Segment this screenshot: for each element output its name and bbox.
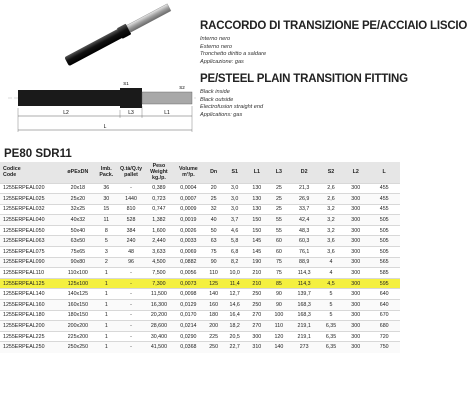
table-cell: 30 [95, 194, 118, 205]
table-cell: 300 [343, 342, 368, 353]
table-cell: 1 [95, 321, 118, 332]
table-cell: 0,723 [144, 194, 173, 205]
table-cell: 5 [319, 289, 343, 300]
table-cell: - [118, 321, 144, 332]
product-code-cell: 1255ERPEAL040 [0, 215, 61, 226]
table-cell: 8,2 [224, 257, 245, 268]
table-cell: 32 [203, 204, 224, 215]
table-cell: 300 [343, 278, 368, 289]
table-cell: 300 [343, 268, 368, 279]
column-header [61, 162, 95, 183]
table-cell: 50x40 [61, 225, 95, 236]
table-cell: 5 [319, 310, 343, 321]
table-cell: 300 [343, 204, 368, 215]
table-cell: 110x100 [61, 268, 95, 279]
table-cell: 60 [268, 247, 289, 258]
table-row [0, 236, 400, 247]
column-header [118, 162, 144, 183]
table-cell: 4 [319, 268, 343, 279]
table-cell: 2,440 [144, 236, 173, 247]
table-cell: 3,0 [224, 194, 245, 205]
table-cell: 160 [203, 300, 224, 311]
table-row [0, 225, 400, 236]
desc-line: Black inside [200, 89, 230, 95]
desc-line: Applicazione: gas [200, 58, 244, 65]
table-cell: 11 [95, 215, 118, 226]
table-cell: 48 [118, 247, 144, 258]
table-cell: 1 [95, 278, 118, 289]
table-cell: 0,0019 [174, 215, 203, 226]
table-cell: 0,0290 [174, 331, 203, 342]
table-cell: 63x50 [61, 236, 95, 247]
table-cell: 0,389 [144, 183, 173, 194]
table-cell: 88,9 [289, 257, 318, 268]
table-header-row [0, 162, 400, 183]
column-header-line: Pack. [99, 172, 114, 179]
table-cell: 20 [203, 183, 224, 194]
table-cell: - [118, 289, 144, 300]
table-cell: 140x125 [61, 289, 95, 300]
table-cell: 55 [268, 215, 289, 226]
table-cell: 0,0056 [174, 268, 203, 279]
table-cell: 120 [268, 331, 289, 342]
table-cell: 0,0009 [174, 204, 203, 215]
table-cell: 6,35 [319, 331, 343, 342]
table-cell: 7,300 [144, 278, 173, 289]
column-header [224, 162, 245, 183]
table-cell: 1,600 [144, 225, 173, 236]
table-cell: 16,300 [144, 300, 173, 311]
table-cell: 300 [343, 194, 368, 205]
table-cell: 11,500 [144, 289, 173, 300]
table-cell: 60,3 [289, 236, 318, 247]
table-cell: 300 [343, 247, 368, 258]
table-cell: 8 [95, 225, 118, 236]
table-cell: 300 [343, 236, 368, 247]
column-header-line: Codice [3, 166, 21, 173]
table-cell: 160x150 [61, 300, 95, 311]
table-cell: - [118, 300, 144, 311]
table-cell: 96 [118, 257, 144, 268]
table-cell: 200x200 [61, 321, 95, 332]
table-cell: 1 [95, 268, 118, 279]
table-cell: 750 [368, 342, 400, 353]
table-row [0, 331, 400, 342]
table-cell: 300 [245, 331, 268, 342]
desc-line: Black outside [200, 96, 234, 103]
table-cell: 505 [368, 215, 400, 226]
table-cell: 125 [203, 278, 224, 289]
table-row [0, 321, 400, 332]
table-cell: 200 [203, 321, 224, 332]
table-cell: 130 [245, 183, 268, 194]
product-code-cell: 1255ERPEAL250 [0, 342, 61, 353]
table-cell: 28,600 [144, 321, 173, 332]
technical-drawing [4, 68, 200, 146]
table-cell: 310 [245, 342, 268, 353]
table-cell: 300 [343, 289, 368, 300]
table-cell: 90 [268, 289, 289, 300]
column-header [343, 162, 368, 183]
column-header-line: Volume [179, 166, 198, 173]
table-cell: 114,3 [289, 268, 318, 279]
table-cell: 0,0129 [174, 300, 203, 311]
product-code-cell: 1255ERPEAL225 [0, 331, 61, 342]
table-row [0, 310, 400, 321]
table-row [0, 268, 400, 279]
table-cell: 90x80 [61, 257, 95, 268]
table-cell: 5 [319, 300, 343, 311]
table-cell: 0,0882 [174, 257, 203, 268]
column-header [95, 162, 118, 183]
table-cell: 670 [368, 310, 400, 321]
table-cell: 505 [368, 225, 400, 236]
column-header-line: Imb. [100, 166, 112, 173]
table-cell: 125x100 [61, 278, 95, 289]
table-cell: - [118, 278, 144, 289]
column-header [203, 162, 224, 183]
table-cell: 3,6 [319, 247, 343, 258]
table-cell: 16,4 [224, 310, 245, 321]
table-cell: 210 [245, 268, 268, 279]
table-cell: 0,0073 [174, 278, 203, 289]
table-row [0, 215, 400, 226]
product-code-cell: 1255ERPEAL020 [0, 183, 61, 194]
product-code-cell: 1255ERPEAL110 [0, 268, 61, 279]
table-cell: 75 [268, 257, 289, 268]
table-cell: 595 [368, 278, 400, 289]
title-english: PE/STEEL PLAIN TRANSITION FITTING [200, 73, 408, 85]
title-italian: RACCORDO DI TRANSIZIONE PE/ACCIAIO LISCIO [200, 20, 467, 32]
table-cell: 90 [268, 300, 289, 311]
product-photo [52, 4, 182, 66]
table-cell: 25 [268, 183, 289, 194]
table-cell: 48,3 [289, 225, 318, 236]
table-row [0, 247, 400, 258]
table-cell: 4,5 [319, 278, 343, 289]
column-header-line: pallet [124, 172, 138, 179]
table-cell: 42,4 [289, 215, 318, 226]
table-row [0, 257, 400, 268]
table-cell: 250 [245, 300, 268, 311]
table-cell: 3,0 [224, 204, 245, 215]
table-cell: 75x65 [61, 247, 95, 258]
table-cell: 0,747 [144, 204, 173, 215]
table-cell: 11,4 [224, 278, 245, 289]
product-code-cell: 1255ERPEAL075 [0, 247, 61, 258]
table-cell: 565 [368, 257, 400, 268]
column-header [289, 162, 318, 183]
table-cell: 2,6 [319, 183, 343, 194]
table-cell: 4,500 [144, 257, 173, 268]
product-code-cell: 1255ERPEAL160 [0, 300, 61, 311]
product-code-cell: 1255ERPEAL125 [0, 278, 61, 289]
table-cell: 6,35 [319, 321, 343, 332]
column-header-line: Q.tà/Q.ty [119, 166, 143, 173]
column-header [245, 162, 268, 183]
column-header-line: L2 [352, 169, 359, 176]
table-cell: 110 [268, 321, 289, 332]
column-header-line: S1 [231, 169, 238, 176]
desc-line: Electrofusion straight end [200, 104, 264, 111]
table-cell: 3,633 [144, 247, 173, 258]
column-header-line: kg./p. [152, 175, 166, 182]
product-code-cell: 1255ERPEAL032 [0, 204, 61, 215]
column-header [0, 162, 61, 183]
column-header-line: L [382, 169, 386, 176]
table-body [0, 183, 400, 353]
table-cell: 150 [245, 225, 268, 236]
table-cell: 20,200 [144, 310, 173, 321]
table-row [0, 300, 400, 311]
table-cell: 640 [368, 300, 400, 311]
column-header-line: Weight [150, 169, 168, 176]
table-cell: 1 [95, 331, 118, 342]
table-cell: 180x150 [61, 310, 95, 321]
table-cell: 3,6 [319, 236, 343, 247]
dim-label-l3: L3 [128, 110, 134, 116]
table-cell: 810 [118, 204, 144, 215]
table-cell: 0,0026 [174, 225, 203, 236]
table-cell: - [118, 183, 144, 194]
table-cell: 270 [245, 321, 268, 332]
table-cell: 1,382 [144, 215, 173, 226]
table-cell: 25 [268, 204, 289, 215]
table-cell: 1 [95, 300, 118, 311]
table-cell: 75 [268, 268, 289, 279]
table-cell: 100 [268, 310, 289, 321]
table-cell: 3,2 [319, 215, 343, 226]
table-cell: 455 [368, 204, 400, 215]
table-cell: 140 [268, 342, 289, 353]
table-row [0, 194, 400, 205]
column-header-line: L1 [253, 169, 260, 176]
table-cell: 219,1 [289, 321, 318, 332]
description-english [200, 89, 263, 119]
table-row [0, 289, 400, 300]
table-cell: 1 [95, 310, 118, 321]
table-cell: 6,8 [224, 247, 245, 258]
table-cell: 300 [343, 331, 368, 342]
table-cell: 150 [245, 215, 268, 226]
table-cell: 140 [203, 289, 224, 300]
dim-label-l1: L1 [164, 110, 170, 116]
table-cell: 300 [343, 257, 368, 268]
table-cell: - [118, 342, 144, 353]
table-cell: 26,9 [289, 194, 318, 205]
column-header-line: Code [3, 172, 17, 179]
table-cell: 36 [95, 183, 118, 194]
table-cell: 250 [203, 342, 224, 353]
product-code-cell: 1255ERPEAL025 [0, 194, 61, 205]
table-row [0, 204, 400, 215]
spec-table [0, 162, 400, 353]
table-cell: 0,0069 [174, 247, 203, 258]
table-cell: 3 [95, 247, 118, 258]
table-cell: 40 [203, 215, 224, 226]
table-cell: 0,0007 [174, 194, 203, 205]
table-cell: 145 [245, 247, 268, 258]
column-header-line: øPExDN [67, 169, 89, 176]
table-cell: 455 [368, 183, 400, 194]
desc-line: Esterno nero [200, 43, 233, 50]
table-cell: 3,2 [319, 225, 343, 236]
column-header [144, 162, 173, 183]
table-cell: 273 [289, 342, 318, 353]
table-cell: 0,0214 [174, 321, 203, 332]
table-cell: 270 [245, 310, 268, 321]
table-cell: 300 [343, 225, 368, 236]
table-cell: 680 [368, 321, 400, 332]
table-cell: 20x18 [61, 183, 95, 194]
desc-line: Interno nero [200, 36, 231, 42]
table-cell: 63 [203, 236, 224, 247]
table-cell: 90 [203, 257, 224, 268]
table-cell: 505 [368, 236, 400, 247]
table-cell: 3,7 [224, 215, 245, 226]
table-cell: 130 [245, 194, 268, 205]
column-header-line: L3 [275, 169, 282, 176]
table-cell: 6,35 [319, 342, 343, 353]
table-cell: 0,0098 [174, 289, 203, 300]
table-cell: 190 [245, 257, 268, 268]
table-cell: 300 [343, 321, 368, 332]
table-cell: 2 [95, 257, 118, 268]
table-cell: 0,0033 [174, 236, 203, 247]
description-italian [200, 36, 266, 66]
column-header-line: D2 [300, 169, 308, 176]
table-cell: 50 [203, 225, 224, 236]
table-cell: 0,0170 [174, 310, 203, 321]
table-cell: 55 [268, 225, 289, 236]
product-code-cell: 1255ERPEAL140 [0, 289, 61, 300]
table-cell: 300 [343, 183, 368, 194]
table-cell: 225x200 [61, 331, 95, 342]
table-cell: 4,6 [224, 225, 245, 236]
table-cell: 139,7 [289, 289, 318, 300]
table-row [0, 183, 400, 194]
product-code-cell: 1255ERPEAL090 [0, 257, 61, 268]
table-cell: 2,6 [319, 194, 343, 205]
dim-label-s1: S1 [123, 81, 129, 86]
table-cell: - [118, 331, 144, 342]
desc-line: Applications: gas [200, 111, 243, 118]
table-cell: 110 [203, 268, 224, 279]
table-cell: 168,3 [289, 310, 318, 321]
table-cell: 40x32 [61, 215, 95, 226]
table-cell: 85 [268, 278, 289, 289]
section-title: PE80 SDR11 [4, 148, 72, 160]
table-row [0, 342, 400, 353]
table-cell: 720 [368, 331, 400, 342]
table-cell: 76,1 [289, 247, 318, 258]
table-cell: 210 [245, 278, 268, 289]
table-cell: 25 [203, 194, 224, 205]
table-cell: 300 [343, 215, 368, 226]
table-cell: 5 [95, 236, 118, 247]
table-cell: 10,0 [224, 268, 245, 279]
column-header-line: Peso [152, 162, 166, 169]
dim-label-l: L [103, 124, 107, 130]
column-header [368, 162, 400, 183]
table-cell: 21,3 [289, 183, 318, 194]
table-cell: 0,0368 [174, 342, 203, 353]
column-header-line: Dn [210, 169, 218, 176]
table-cell: 18,2 [224, 321, 245, 332]
column-header [174, 162, 203, 183]
table-cell: 1 [95, 289, 118, 300]
table-cell: 130 [245, 204, 268, 215]
table-cell: 1 [95, 342, 118, 353]
product-code-cell: 1255ERPEAL200 [0, 321, 61, 332]
column-header [319, 162, 343, 183]
table-cell: 225 [203, 331, 224, 342]
table-cell: 145 [245, 236, 268, 247]
table-cell: 3,2 [319, 204, 343, 215]
table-cell: 22,7 [224, 342, 245, 353]
table-cell: 250 [245, 289, 268, 300]
table-cell: 32x25 [61, 204, 95, 215]
table-cell: 5,8 [224, 236, 245, 247]
column-header [268, 162, 289, 183]
table-cell: 41,500 [144, 342, 173, 353]
product-code-cell: 1255ERPEAL050 [0, 225, 61, 236]
table-cell: 180 [203, 310, 224, 321]
table-cell: 300 [343, 300, 368, 311]
table-cell: 168,3 [289, 300, 318, 311]
product-code-cell: 1255ERPEAL063 [0, 236, 61, 247]
table-cell: 0,0004 [174, 183, 203, 194]
table-cell: 25x20 [61, 194, 95, 205]
table-cell: 30,400 [144, 331, 173, 342]
table-cell: 505 [368, 247, 400, 258]
table-cell: - [118, 310, 144, 321]
table-cell: - [118, 268, 144, 279]
table-cell: 219,1 [289, 331, 318, 342]
table-cell: 75 [203, 247, 224, 258]
table-cell: 60 [268, 236, 289, 247]
column-header-line: m³/p. [182, 172, 195, 179]
table-cell: 33,7 [289, 204, 318, 215]
table-cell: 300 [343, 310, 368, 321]
table-cell: 640 [368, 289, 400, 300]
table-cell: 250x250 [61, 342, 95, 353]
table-cell: 528 [118, 215, 144, 226]
table-cell: 4 [319, 257, 343, 268]
table-cell: 20,5 [224, 331, 245, 342]
table-cell: 384 [118, 225, 144, 236]
table-row [0, 278, 400, 289]
table-cell: 14,6 [224, 300, 245, 311]
table-cell: 15 [95, 204, 118, 215]
dim-label-l2: L2 [63, 110, 69, 116]
table-cell: 12,7 [224, 289, 245, 300]
table-cell: 1440 [118, 194, 144, 205]
product-code-cell: 1255ERPEAL180 [0, 310, 61, 321]
dim-label-s2: S2 [179, 85, 185, 90]
table-cell: 240 [118, 236, 144, 247]
column-header-line: S2 [327, 169, 335, 176]
table-cell: 455 [368, 194, 400, 205]
table-cell: 7,500 [144, 268, 173, 279]
table-cell: 3,0 [224, 183, 245, 194]
table-cell: 585 [368, 268, 400, 279]
desc-line: Tronchetto diritto a saldare [200, 51, 267, 58]
table-cell: 25 [268, 194, 289, 205]
table-cell: 114,3 [289, 278, 318, 289]
